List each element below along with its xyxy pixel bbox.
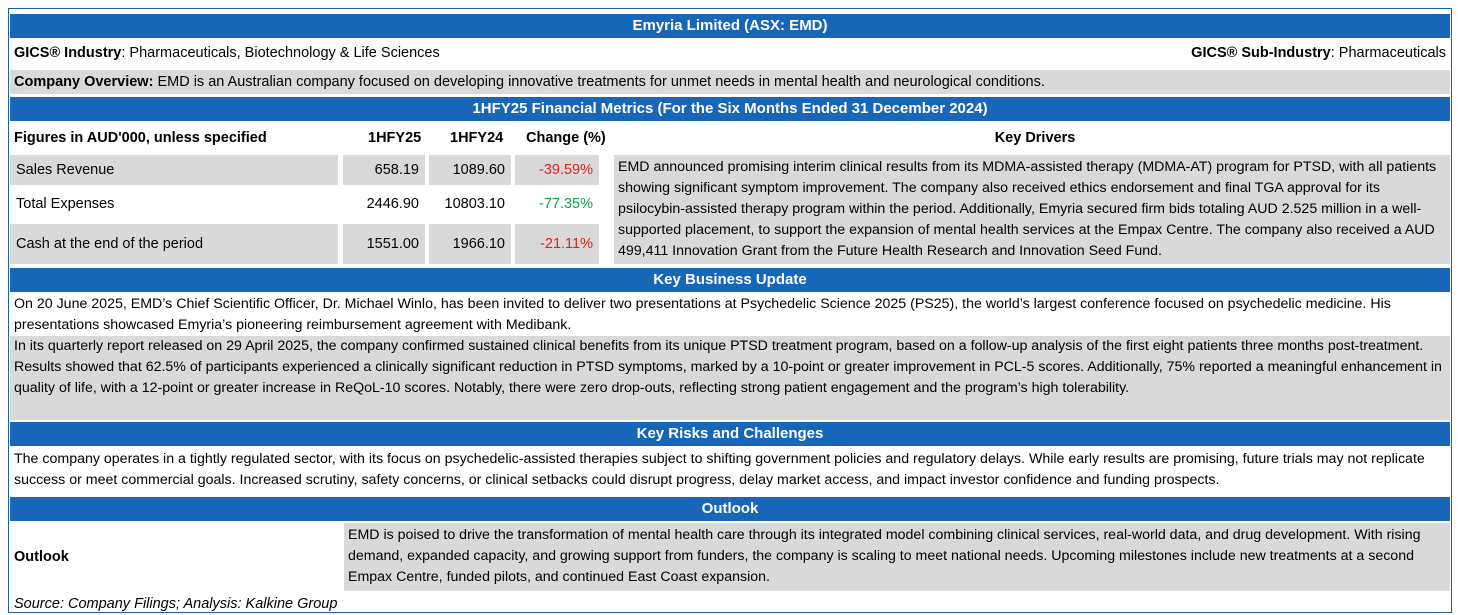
business-update-para-2: In its quarterly report released on 29 April 2025, the company confirmed sustained clinical benefits from its unique PTSD treatment program, based on a follow-up analysis of the first eight patients three months post-treatment. Results showed that 62.5% of participants experienced a clinically significant reduction in PTSD symptoms, marked by a 10-point or greater improvement in PCL-5 scores. Additionally, 75% reported a meaningful enhancement in quality of life, with a 12-point or greater increase in ReQoL-10 scores. Notably, there were zero drop-outs, reflecting strong patient engagement and the program’s high tolerability. — [10, 336, 1450, 420]
expenses-change: -77.35% — [538, 196, 593, 212]
risks-text: The company operates in a tightly regulated sector, with its focus on psychedelic-assisted therapies subject to shifting government policies and regulatory delays. While early results are promising, future trials may not replicate success or meet commercial goals. Increased scrutiny, safety concerns, or clinical setbacks could disrupt progress, delay market access, and impact investor confidence and funding prospects. — [14, 451, 1425, 488]
outlook-title: Outlook — [10, 497, 1450, 521]
row-label-cash: Cash at the end of the period — [10, 224, 338, 264]
cash-current: 1551.00 — [343, 224, 425, 264]
cash-prior: 1966.10 — [429, 224, 511, 264]
expenses-prior: 10803.10 — [444, 196, 505, 212]
metrics-header-row — [10, 126, 1450, 150]
business-update-para-1: On 20 June 2025, EMD’s Chief Scientific Officer, Dr. Michael Winlo, has been invited to deliver two presentations at Psychedelic Science 2025 (PS25), the world’s largest conference focused on psychedelic medicine. His presentations showcased Emyria’s pioneering reimbursement agreement with Medibank. — [14, 296, 1391, 333]
source-note: Source: Company Filings; Analysis: Kalkine Group — [14, 596, 338, 612]
col-1hfy24: 1HFY24 — [450, 130, 504, 146]
subindustry-label: GICS® Sub-Industry — [1191, 45, 1331, 61]
col-change: Change (%) — [526, 130, 606, 146]
company-overview — [10, 70, 1450, 94]
col-key-drivers: Key Drivers — [994, 130, 1076, 146]
sales-change: -39.59% — [515, 155, 599, 185]
company-title: Emyria Limited (ASX: EMD) — [10, 14, 1450, 38]
key-drivers-text: EMD announced promising interim clinical results from its MDMA-assisted therapy (MDMA-AT) program for PTSD, with all patients showing significant symptom improvement. The company also received ethics endorsement and final TGA approval for its psilocybin-assisted therapy program within the period. Additionally, Emyria secured firm bids totaling AUD 2.525 million in a well-supported placement, to support the expansion of mental health services at the Empax Centre. The company also received a AUD 499,411 Innovation Grant from the Future Health Research and Innovation Seed Fund. — [614, 155, 1450, 264]
industry-value: : Pharmaceuticals, Biotechnology & Life Sciences — [121, 45, 440, 61]
risks-title: Key Risks and Challenges — [10, 422, 1450, 446]
subindustry-text — [1191, 42, 1446, 64]
metrics-title: 1HFY25 Financial Metrics (For the Six Months Ended 31 December 2024) — [10, 97, 1450, 121]
overview-text: EMD is an Australian company focused on developing innovative treatments for unmet needs in mental health and neurological conditions. — [153, 74, 1045, 90]
outlook-label: Outlook — [14, 549, 69, 565]
industry-text — [14, 42, 440, 64]
business-update-title: Key Business Update — [10, 268, 1450, 292]
col-1hfy25: 1HFY25 — [368, 130, 422, 146]
sales-current: 658.19 — [343, 155, 425, 185]
outlook-text: EMD is poised to drive the transformation of mental health care through its integrated model combining clinical services, real-world data, and drug development. With rising demand, expanded capacity, and growing support from funders, the company is scaling to meet national needs. Upcoming milestones include new treatments at a second Empax Centre, funded pilots, and continued East Coast expansion. — [344, 523, 1450, 591]
industry-label: GICS® Industry — [14, 45, 122, 61]
col-figures: Figures in AUD'000, unless specified — [14, 130, 267, 146]
expenses-current: 2446.90 — [366, 196, 419, 212]
industry-row — [10, 42, 1450, 64]
row-label-expenses: Total Expenses — [16, 196, 115, 212]
row-label-sales: Sales Revenue — [10, 155, 338, 185]
overview-label: Company Overview: — [14, 74, 154, 90]
sales-prior: 1089.60 — [429, 155, 511, 185]
cash-change: -21.11% — [515, 224, 599, 264]
subindustry-value: : Pharmaceuticals — [1330, 45, 1446, 61]
